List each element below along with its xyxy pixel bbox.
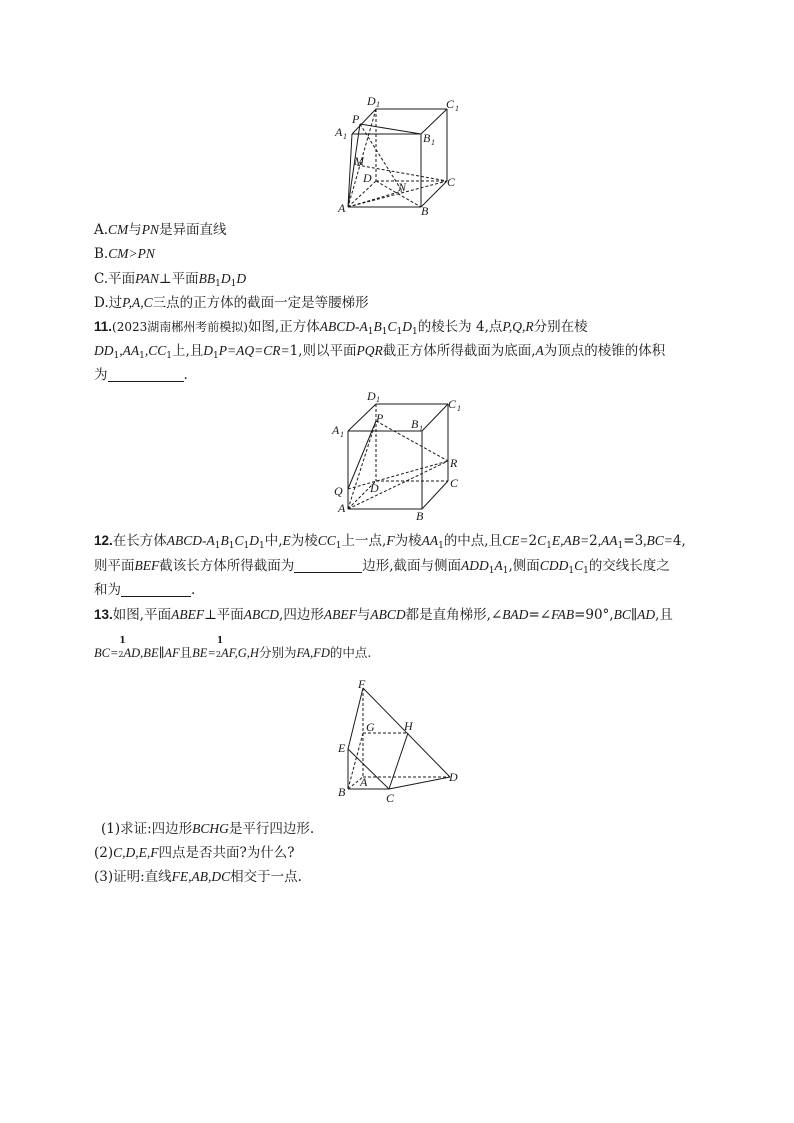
subquestion-2: (2)C,D,E,F四点是否共面?为什么? — [94, 845, 295, 861]
label-B1: B — [411, 417, 419, 431]
figure-cube-1 — [330, 92, 470, 222]
svg-text:1: 1 — [343, 132, 347, 141]
question-12-line2: 则平面BEF截该长方体所得截面为 边形,截面与侧面$ADD_1A_1$,侧面$CDD_1C_1$的交线长度之 — [94, 558, 670, 576]
question-11-line3: 为 . — [94, 367, 188, 383]
svg-text:1: 1 — [340, 430, 344, 439]
subquestion-3: (3)证明:直线FE,AB,DC相交于一点. — [94, 869, 302, 885]
question-13-line1: 13.如图,平面ABEF⊥平面ABCD,四边形ABEF与ABCD都是直角梯形,∠BAD=∠FAB=90°,BC∥AD,且 — [94, 607, 673, 623]
label-C: C — [447, 175, 456, 189]
label-M: M — [354, 154, 364, 168]
label-E: E — [338, 741, 346, 755]
label-D: D — [370, 481, 379, 495]
question-11-line2: $DD_1,AA_1,CC_1$上,且$D_1P=AQ=CR=1$,则以平面PQR截正方体所得截面为底面,A为顶点的棱锥的体积 — [94, 343, 666, 361]
label-C: C — [386, 791, 395, 805]
label-Q: Q — [334, 484, 343, 498]
answer-blank-11[interactable] — [108, 381, 184, 382]
answer-blank-12a[interactable] — [294, 572, 362, 573]
label-D: D — [449, 770, 458, 784]
label-A: A — [338, 501, 346, 515]
label-C1: C — [446, 97, 455, 111]
label-H: H — [404, 719, 413, 733]
question-12-line3: 和为 . — [94, 582, 196, 598]
label-C1: C — [448, 397, 457, 411]
label-A: A — [360, 775, 368, 789]
question-13-line2: BC= 1 2AD,BE∥AF且BE= 1 2AF,G,H分别为FA,FD的中点. — [94, 636, 372, 660]
label-A1: A — [332, 423, 340, 437]
option-d: D.过P,A,C三点的正方体的截面一定是等腰梯形 — [94, 295, 369, 311]
option-a: A.CM与PN是异面直线 — [94, 222, 227, 238]
question-12-line1: 12.在长方体ABCD-$A_1B_1C_1D_1$中,E为棱$CC_1$上一点,F为棱$AA_1$的中点,且$CE=2C_1E,AB=2,AA_1=3,BC=4$, — [94, 533, 686, 551]
svg-text:1: 1 — [431, 138, 435, 147]
label-B1: B — [423, 131, 431, 145]
label-B: B — [416, 509, 424, 523]
label-N: N — [398, 180, 407, 194]
svg-text:1: 1 — [455, 104, 459, 113]
label-D1: D — [367, 94, 376, 108]
label-B: B — [338, 785, 346, 799]
figure-trapezoid-solid — [330, 678, 470, 808]
label-C: C — [450, 476, 459, 490]
svg-text:1: 1 — [419, 424, 423, 433]
label-A1: A — [335, 125, 343, 139]
option-c: C.平面PAN⊥平面$BB_1D_1D$ — [94, 271, 247, 289]
question-11-line1: 11.(2023湖南郴州考前模拟)如图,正方体ABCD-$A_1B_1C_1D_1$的棱长为 4,点P,Q,R分别在棱 — [94, 319, 588, 337]
figure-cube-2 — [330, 388, 470, 523]
label-A: A — [338, 201, 346, 215]
label-D: D — [363, 171, 372, 185]
svg-text:1: 1 — [376, 395, 380, 404]
label-F: F — [358, 678, 366, 691]
label-D1: D — [367, 389, 376, 403]
label-B: B — [421, 204, 429, 218]
label-P: P — [352, 112, 360, 126]
label-G: G — [366, 720, 375, 734]
svg-text:1: 1 — [457, 404, 461, 413]
label-R: R — [450, 456, 458, 470]
answer-blank-12b[interactable] — [121, 596, 191, 597]
svg-text:1: 1 — [376, 100, 380, 109]
subquestion-1: (1)求证:四边形BCHG是平行四边形. — [101, 821, 315, 837]
label-P: P — [376, 411, 384, 425]
option-b: B.CM>PN — [94, 246, 155, 262]
